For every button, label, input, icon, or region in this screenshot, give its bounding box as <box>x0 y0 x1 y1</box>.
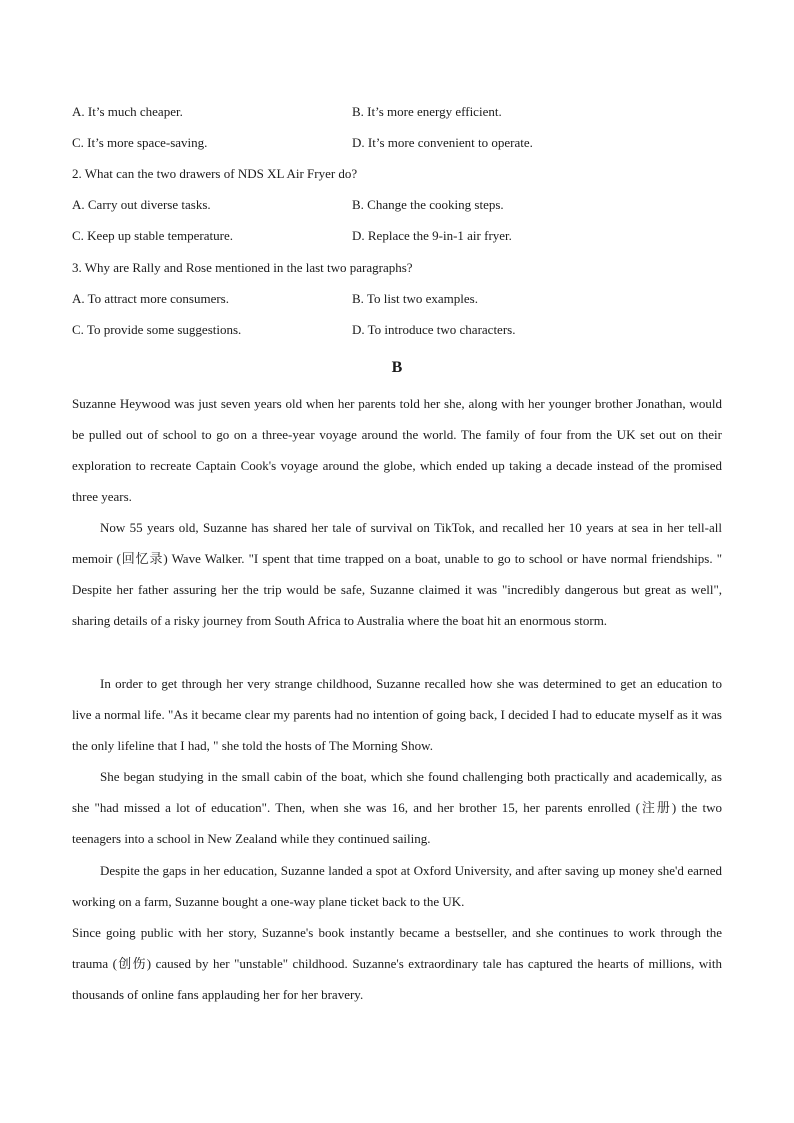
question-1-options-row-1 <box>72 102 732 122</box>
question-3-option-a[interactable]: A. To attract more consumers. <box>72 291 229 306</box>
passage-paragraph-3: In order to get through her very strange childhood, Suzanne recalled how she was determined to get an education to live a normal life. "As it became clear my parents had no intention of going back, I decided I had to educate myself as it was the only lifeline that I had, " she told the hosts of The Morning Show. <box>72 676 722 753</box>
question-2-options-row-2 <box>72 226 732 246</box>
passage-paragraph-1: Suzanne Heywood was just seven years old when her parents told her she, along with her younger brother Jonathan, would be pulled out of school to go on a three-year voyage around the world. The family of four from the UK set out on their exploration to recreate Captain Cook's voyage around the globe, which ended up taking a decade instead of the promised three years. <box>72 396 722 504</box>
passage-paragraph-4: She began studying in the small cabin of the boat, which she found challenging both practically and academically, as she "had missed a lot of education". Then, when she was 16, and her brother 15, her parents enrolled (注册) the two teenagers into a school in New Zealand while they continued sailing. <box>72 769 722 846</box>
question-2-option-c[interactable]: C. Keep up stable temperature. <box>72 228 233 243</box>
question-2-stem: 2. What can the two drawers of NDS XL Air Fryer do? <box>72 166 358 181</box>
passage-paragraph-5: Despite the gaps in her education, Suzanne landed a spot at Oxford University, and after saving up money she'd earned working on a farm, Suzanne bought a one-way plane ticket back to the UK. <box>72 863 722 909</box>
question-3-options-row-1 <box>72 289 732 309</box>
question-1-option-a[interactable]: A. It’s much cheaper. <box>72 104 183 119</box>
question-1-options-row-2 <box>72 133 732 153</box>
question-1-option-c[interactable]: C. It’s more space-saving. <box>72 135 208 150</box>
question-2-options-row-1 <box>72 195 732 215</box>
question-1-option-b[interactable]: B. It’s more energy efficient. <box>352 104 502 119</box>
question-3-stem: 3. Why are Rally and Rose mentioned in the last two paragraphs? <box>72 260 413 275</box>
passage-paragraph-6: Since going public with her story, Suzanne's book instantly became a bestseller, and she continues to work through the trauma (创伤) caused by her "unstable" childhood. Suzanne's extraordinary tale has captured the hearts of millions, with thousands of online fans applauding her for her bravery. <box>72 925 722 1002</box>
section-title: B <box>391 359 403 376</box>
question-2-option-b[interactable]: B. Change the cooking steps. <box>352 197 504 212</box>
question-2-option-a[interactable]: A. Carry out diverse tasks. <box>72 197 211 212</box>
question-2-option-d[interactable]: D. Replace the 9-in-1 air fryer. <box>352 228 512 243</box>
question-3-option-c[interactable]: C. To provide some suggestions. <box>72 322 242 337</box>
question-1-option-d[interactable]: D. It’s more convenient to operate. <box>352 135 533 150</box>
question-3-option-b[interactable]: B. To list two examples. <box>352 291 478 306</box>
question-3-options-row-2 <box>72 320 732 340</box>
question-3-option-d[interactable]: D. To introduce two characters. <box>352 322 516 337</box>
passage-paragraph-2: Now 55 years old, Suzanne has shared her tale of survival on TikTok, and recalled her 10 years at sea in her tell-all memoir (回忆录) Wave Walker. "I spent that time trapped on a boat, unable to go to school or have normal friendships. " Despite her father assuring her the trip would be safe, Suzanne claimed it was "incredibly dangerous but great as well", sharing details of a risky journey from South Africa to Australia where the boat hit an enormous storm. <box>72 520 722 628</box>
